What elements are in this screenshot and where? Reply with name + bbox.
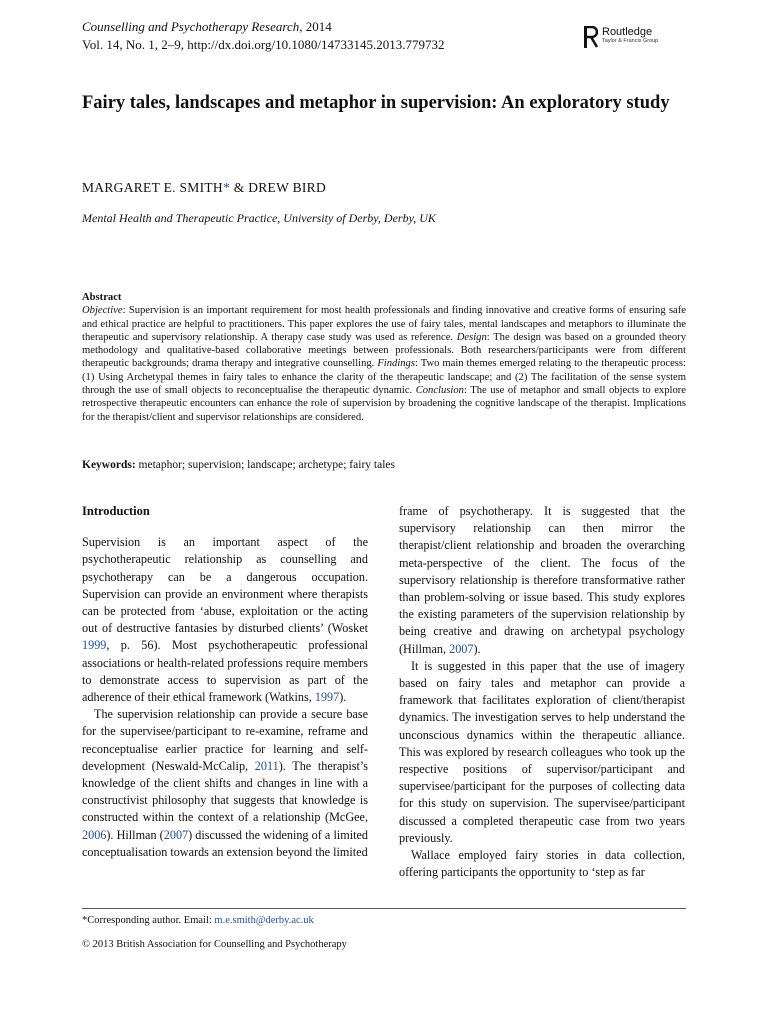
publisher-name: Routledge [602,26,653,38]
author-1: MARGARET E. SMITH [82,180,223,195]
findings-label: Findings [377,358,415,370]
findings-text: : Two main themes emerged relating to the therapeutic process: (1) Using Archetypal themes in fairy tales to enhance the clarity of the therapeutic landscape; and (2) The facilitation of the sense system through the use of small objects to reconceptualise the therapeutic dynamic. [82,358,686,397]
affiliation: Mental Health and Therapeutic Practice, University of Derby, Derby, UK [82,211,436,225]
footnote-divider [82,908,686,909]
p1-text-c: ). [339,690,347,705]
corresponding-author-link[interactable]: * [222,180,231,195]
r1-text-a: frame of psychotherapy. It is suggested that the supervisory relationship can then mirror the therapist/client relationship and broaden the overarching meta-perspective of the client. The focus of the supervisory relationship is therefore transformative rather than problem-solving or issue based. This study explores the existing parameters of the supervision relationship by being creative and drawing on archetypal psychology (Hillman, [399,504,685,656]
ref-wosket-1999[interactable]: 1999 [82,638,107,653]
journal-year: , 2014 [299,19,332,34]
journal-name: Counselling and Psychotherapy Research [82,19,300,34]
p2-text-c: ). Hillman ( [106,827,164,842]
citation-line: Vol. 14, No. 1, 2–9, http://dx.doi.org/10.1080/14733145.2013.779732 [82,37,445,52]
p2-text-b: ). The therapist’s knowledge of the client shifts and changes in line with a constructivist philosophy that suggests that knowledge is constructed within the context of a relationship (McGee, [82,758,368,825]
r1-text-b: ). [473,641,481,656]
paragraph-5: Wallace employed fairy stories in data collection, offering participants the opportunity to ‘step as far [399,848,685,880]
article-title: Fairy tales, landscapes and metaphor in supervision: An exploratory study [82,93,670,113]
journal-header [82,18,444,54]
p1-text-a: Supervision is an important aspect of the psychotherapeutic relationship as counselling and psychotherapy can be a dangerous occupation. Supervision can provide an environment where therapists can be protected from ‘abuse, exploitation or the acting out of destructive fantasies by disturbed clients’ (Wosket [82,535,368,636]
objective-label: Objective [82,305,123,317]
objective-text: : Supervision is an important requirement for most health professionals and finding innovative and creative forms of ensuring safe and ethical practice are helpful to practitioners. This paper explores the use of fairy tales, mental landscapes and metaphors to illuminate the therapeutic and supervisory relationship. A therapy case study was used as reference. [82,305,686,343]
ref-hillman-2007[interactable]: 2007 [163,827,189,842]
corresponding-footnote [82,915,314,926]
p2-text-d: ) discussed the widening of a limited conceptualisation towards an extension beyond the limited [82,827,368,859]
copyright [82,939,347,950]
paragraph-2 [82,706,368,861]
copyright-text: 2013 British Association for Counselling and Psychotherapy [89,939,347,950]
publisher-group: Taylor & Francis Group [602,38,659,44]
ref-mcgee-2006[interactable]: 2006 [82,827,107,842]
right-column [399,503,685,881]
email-link[interactable]: m.e.smith@derby.ac.uk [214,915,314,926]
design-label: Design [456,331,487,343]
paragraph-4: It is suggested in this paper that the use of imagery based on fairy tales and metaphor can provide a framework that facilitates exploration of client/therapist dynamics. The investigation serves to help understand the unconscious dynamics within the therapeutic alliance. This was explored by research colleagues who took up the respective positions of supervisor/participant and supervisee/participant for the purposes of collecting data for this study on supervision. The supervisee/participant discussed a completed therapeutic case from two years previously. [399,658,685,845]
abstract [82,291,686,424]
keywords-text: metaphor; supervision; landscape; archetype; fairy tales [135,459,395,471]
design-text: : The design was based on a grounded theory methodology and qualitative-based collaborative meetings between professionals. Both researchers/participants were from different therapeutic backgrounds; drama therapy and integrative counselling. [82,331,686,370]
conclusion-text: : The use of metaphor and small objects to explore retrospective therapeutic encounters can enhance the role of supervision by broadening the cognitive landscape of the therapist. Implications for the therapist/client and supervisor relationships are considered. [82,385,686,423]
paragraph-3 [399,503,685,658]
p1-text-b: , p. 56). Most psychotherapeutic professional associations or health-related professions require members to demonstrate access to supervision as part of the adherence of their ethical framework (Watkins, [82,638,368,705]
left-column [82,503,368,861]
authors [82,180,326,196]
publisher-logo [584,26,658,48]
ref-watkins-1997[interactable]: 1997 [314,690,340,705]
routledge-logo-icon [584,26,598,48]
ref-neswald-2011[interactable]: 2011 [254,758,279,773]
ref-hillman-2007-b[interactable]: 2007 [449,641,474,656]
keywords [82,459,395,471]
author-2: & DREW BIRD [230,180,327,195]
copyright-icon: © [82,939,90,950]
abstract-heading: Abstract [82,292,122,303]
conclusion-label: Conclusion [415,385,464,397]
footnote-label: *Corresponding author. Email: [82,915,215,926]
p2-text-a: The supervision relationship can provide a secure base for the supervisee/participant to re-examine, reframe and reconceptualise earlier practice for learning and self-development (Neswald-McCalip, [82,707,368,773]
journal-title-line [82,18,444,36]
keywords-label: Keywords: [82,459,136,471]
paragraph-1 [82,534,368,706]
introduction-heading: Introduction [82,504,150,518]
